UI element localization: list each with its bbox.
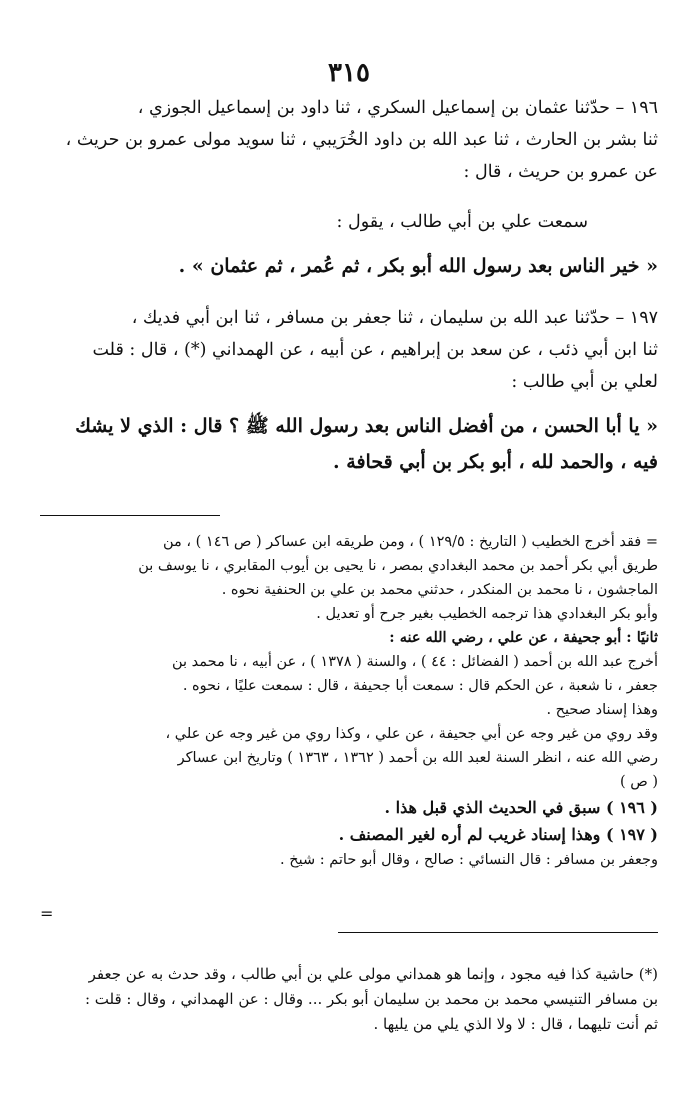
note-line: أخرج عبد الله بن أحمد ( الفضائل : ٤٤ ) ، والسنة ( ١٣٧٨ ) ، عن أبيه ، نا محمد بن [171,654,658,670]
note-line: جعفر ، نا شعبة ، عن الحكم قال : سمعت أبا جحيفة ، قال : سمعت عليًا ، نحوه . [182,678,658,694]
quote-line: « يا أبا الحسن ، من أفضل الناس بعد رسول الله ﷺ ؟ قال : الذي لا يشك [75,415,658,437]
note-line: طريق أبي بكر أحمد بن محمد البغدادي بمصر ، نا يحيى بن أيوب المقابري ، نا يوسف بن [138,558,658,574]
hadith-196-quote [40,248,658,284]
document-page [40,0,658,1100]
note-heading: ثانيًا : أبو جحيفة ، عن علي ، رضي الله عنه : [389,629,658,646]
note-line: وهذا إسناد صحيح . [546,702,658,718]
hadith-196 [40,92,658,188]
continuation-mark: = [40,904,54,923]
text-line: ١٩٦ – حدّثنا عثمان بن إسماعيل السكري ، ثنا داود بن إسماعيل الجوزي ، [137,98,658,118]
quote-line: « خير الناس بعد رسول الله أبو بكر ، ثم عُمر ، ثم عثمان » . [178,255,658,277]
footnote-line: ثم أنت تليهما ، قال : لا ولا الذي يلي من يليها . [373,1015,658,1033]
hadith-196-narration [40,206,658,238]
footnote-line: بن مسافر التنيسي محمد بن محمد بن سليمان أبو بكر ... وقال : عن الهمداني ، وقال : قلت : [84,990,658,1008]
note-line: وقد روي من غير وجه عن أبي جحيفة ، عن علي ، وكذا روي من غير وجه عن علي ، [165,726,658,742]
hadith-197-quote [40,408,658,480]
text-line: لعلي بن أبي طالب : [511,372,658,392]
text-line: ثنا ابن أبي ذئب ، عن سعد بن إبراهيم ، عن أبيه ، عن الهمداني (*) ، قال : قلت [92,340,658,360]
hadith-197 [40,302,658,398]
footnote-line: (*) حاشية كذا فيه مجود ، وإنما هو همداني مولى علي بن أبي طالب ، وقد حدث به عن جعفر [88,965,658,983]
text-line: ١٩٧ – حدّثنا عبد الله بن سليمان ، ثنا جعفر بن مسافر ، ثنا ابن أبي فديك ، [131,308,658,328]
note-line: = فقد أخرج الخطيب ( التاريخ : ١٢٩/٥ ) ، ومن طريقه ابن عساكر ( ص ١٤٦ ) ، من [162,534,658,550]
note-line: وجعفر بن مسافر : قال النسائي : صالح ، وقال أبو حاتم : شيخ . [280,852,658,868]
text-line: ثنا بشر بن الحارث ، ثنا عبد الله بن داود الخُرَيبي ، ثنا سويد مولى عمرو بن حريث ، [65,130,658,150]
notes-end-rule [338,932,658,933]
note-line: وأبو بكر البغدادي هذا ترجمه الخطيب بغير جرح أو تعديل . [316,606,658,622]
note-ref-196: ( ١٩٦ ) سبق في الحديث الذي قبل هذا . [384,798,658,817]
text-line: سمعت علي بن أبي طالب ، يقول : [336,212,588,232]
page-number: ٣١٥ [328,58,370,88]
footnote-section [40,962,658,1037]
note-ref-197: ( ١٩٧ ) وهذا إسناد غريب لم أره لغير المصنف . [338,825,658,844]
note-line: الماجشون ، نا محمد بن المنكدر ، حدثني محمد بن علي بن الحنفية نحوه . [221,582,658,598]
note-line: رضي الله عنه ، انظر السنة لعبد الله بن أحمد ( ١٣٦٢ ، ١٣٦٣ ) وتاريخ ابن عساكر [177,750,658,766]
text-line: عن عمرو بن حريث ، قال : [463,162,658,182]
quote-line: فيه ، والحمد لله ، أبو بكر بن أبي قحافة . [333,451,658,473]
note-line: ( ص ) [619,774,658,790]
notes-separator [40,515,220,516]
notes-section [40,530,658,872]
